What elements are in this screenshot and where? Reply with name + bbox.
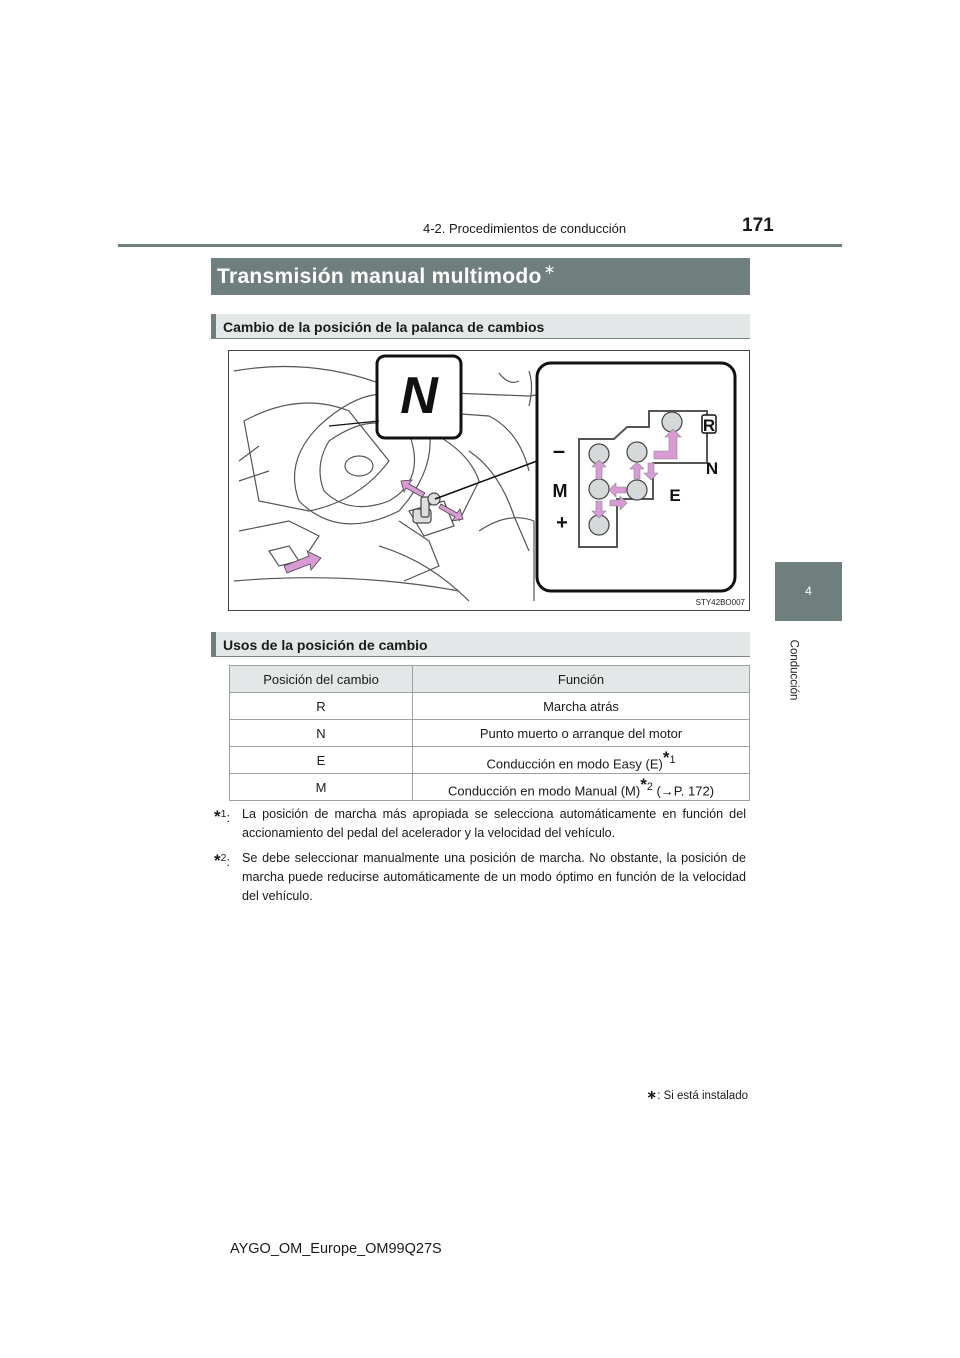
gate-label-plus: + [556,512,568,534]
subheading-lever: Cambio de la posición de la palanca de cambios [211,314,750,339]
cell-function: Punto muerto o arranque del motor [413,720,750,747]
cell-position: R [230,693,413,720]
table-header-row [230,666,750,693]
table-row [230,693,750,720]
footnote-star: * [214,851,221,871]
footnote-text: La posición de marcha más apropiada se selecciona automáticamente en función del accionamiento del pedal del acelerador y la velocidad del vehículo. [242,807,746,840]
display-letter: N [400,367,438,425]
footnote-colon: : [226,811,230,826]
page-title [211,258,750,295]
footnote-number: 2 [220,852,227,864]
header-rule [118,244,842,247]
footnote-2 [214,849,746,906]
footnote-star: * [214,807,221,827]
table-row [230,720,750,747]
cell-function [413,747,750,774]
footnote-number: 1 [220,808,227,820]
footnote-number: 2 [646,781,653,794]
illustration-shift-lever [228,350,750,611]
chapter-tab[interactable]: 4 [775,562,842,621]
page-number: 171 [742,215,774,236]
gate-label-r: R [702,416,716,435]
cell-position: E [230,747,413,774]
cell-position: N [230,720,413,747]
footnote-star: * [640,775,647,795]
page-title-text: Transmisión manual multimodo [217,265,542,288]
footnotes [214,805,746,912]
footnote-text: Se debe seleccionar manualmente una posición de marcha. No obstante, la posición de marcha puede reducirse automáticamente de un modo óptimo en función de la velocidad del vehículo. [242,851,746,903]
gate-label-minus: – [552,438,566,463]
cell-position: M [230,774,413,801]
section-header: 4-2. Procedimientos de conducción [423,221,627,236]
installed-note [623,1087,748,1103]
function-text: Conducción en modo Manual (M) [447,783,641,799]
column-header: Función [413,666,750,693]
gate-label-e: E [669,486,681,505]
footnote-colon: : [226,855,230,870]
illustration-svg [229,351,749,610]
footer-code: AYGO_OM_Europe_OM99Q27S [230,1241,442,1257]
cell-function [413,774,750,801]
table-row [230,774,750,801]
callout-line [435,461,537,499]
cell-function: Marcha atrás [413,693,750,720]
shift-knob-art [413,493,440,523]
table-row [230,747,750,774]
gate-label-m: M [552,481,568,501]
footnote-number: 1 [669,754,676,767]
chapter-label: Conducción [787,639,800,701]
function-text: Conducción en modo Easy (E) [486,756,663,772]
optional-marker: ∗ [543,261,556,277]
subheading-uses: Usos de la posición de cambio [211,632,750,657]
installed-text: : Si está instalado [657,1090,748,1102]
footnote-1 [214,805,746,843]
footnote-star: * [662,748,670,768]
page-reference-link[interactable]: (→P. 172) [652,783,715,799]
gate-label-n: N [705,459,719,478]
shift-positions-table [229,665,750,801]
column-header: Posición del cambio [230,666,413,693]
illustration-code: STY42BO007 [695,598,745,607]
installed-star: ∗ [646,1087,658,1102]
